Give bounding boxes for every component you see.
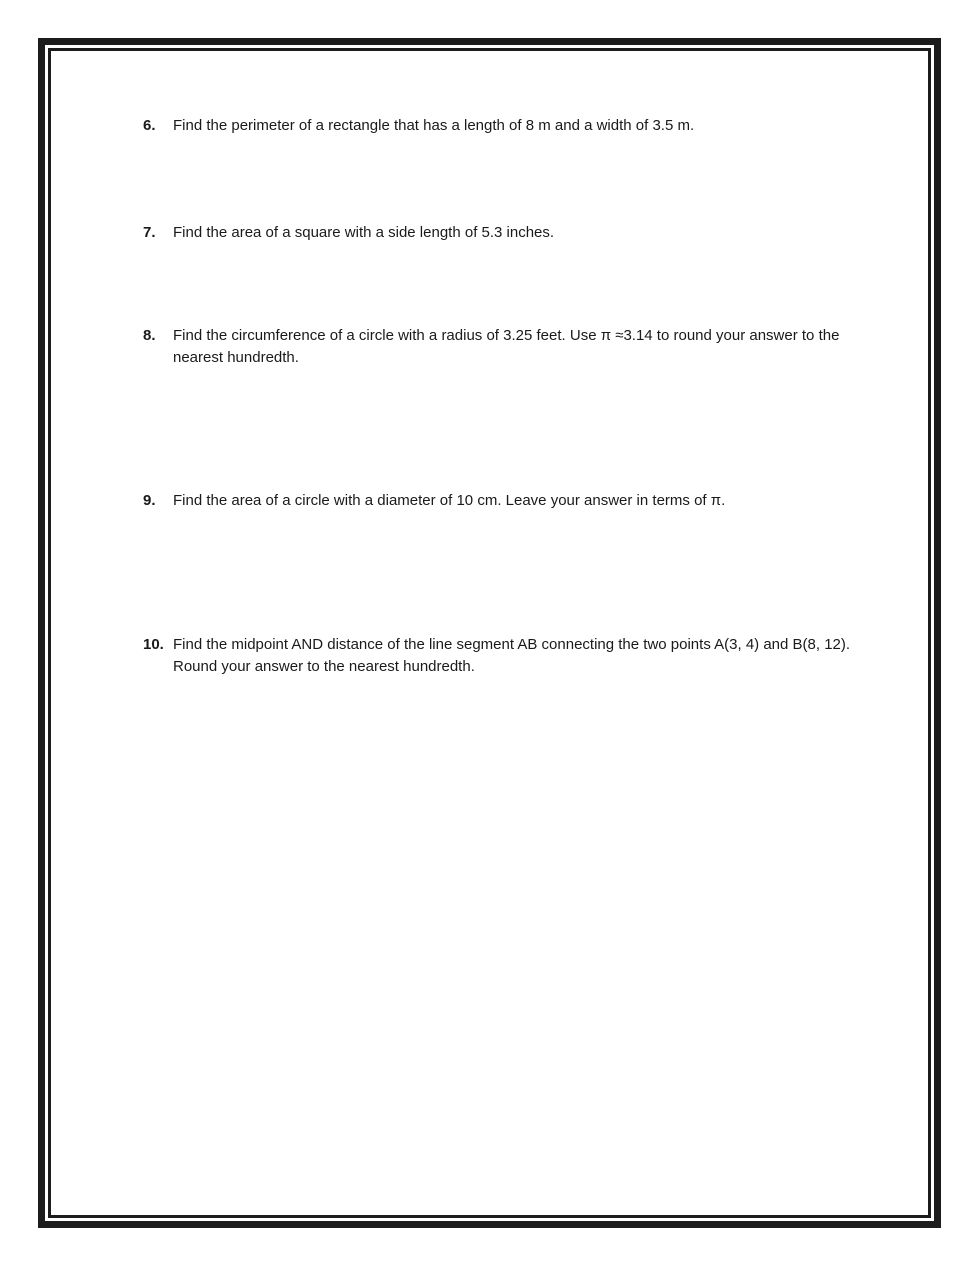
question-8 — [143, 325, 853, 369]
question-number: 7. — [143, 224, 156, 241]
question-7 — [143, 222, 853, 244]
question-6 — [143, 115, 853, 137]
question-text: Find the perimeter of a rectangle that has a length of 8 m and a width of 3.5 m. — [173, 117, 695, 134]
question-text: Find the midpoint AND distance of the line segment AB connecting the two points A(3, 4) and B(8, 12). Round your answer to the nearest hundredth. — [173, 636, 851, 675]
question-number: 8. — [143, 327, 156, 344]
question-number: 10. — [143, 636, 164, 653]
question-number: 9. — [143, 492, 156, 509]
question-text: Find the area of a square with a side length of 5.3 inches. — [173, 224, 555, 241]
question-9 — [143, 490, 853, 512]
question-10 — [143, 634, 853, 678]
question-number: 6. — [143, 117, 156, 134]
question-text: Find the circumference of a circle with a radius of 3.25 feet. Use π ≈3.14 to round your answer to the nearest hundredth. — [173, 327, 840, 366]
question-text: Find the area of a circle with a diameter of 10 cm. Leave your answer in terms of π. — [173, 492, 726, 509]
